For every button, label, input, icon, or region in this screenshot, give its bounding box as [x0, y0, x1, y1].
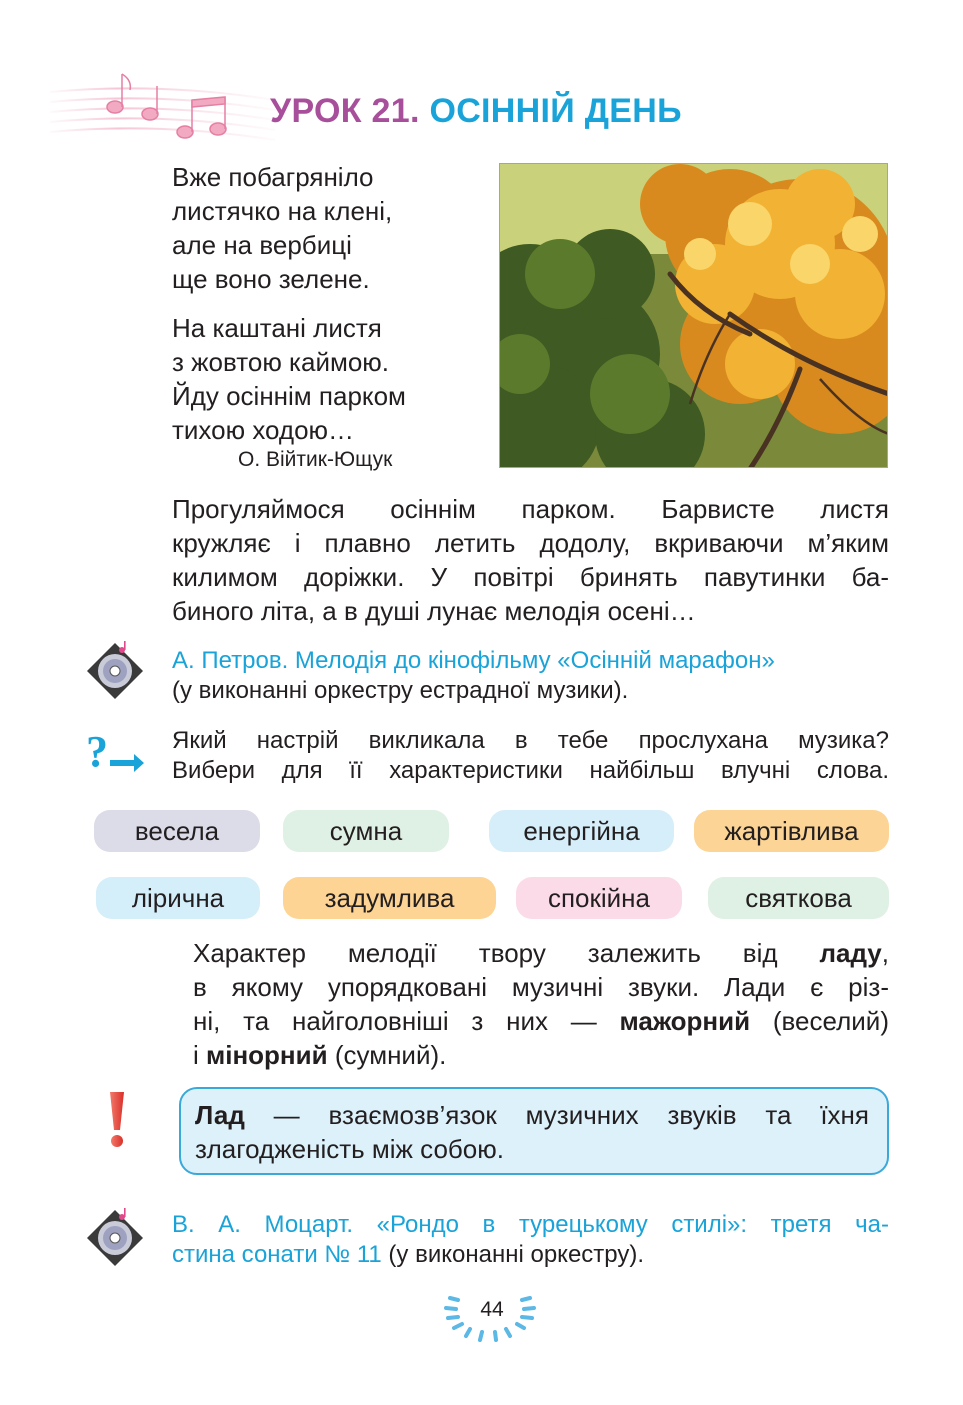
question-arrow-icon: [84, 726, 146, 774]
intro-paragraph: [172, 492, 889, 628]
lesson-name: ОСІННІЙ ДЕНЬ: [429, 92, 682, 130]
text-run: — взаємозв’язок музичних звуків та їхня: [244, 1100, 869, 1130]
text-run: ні, та найголовніші з них —: [193, 1006, 620, 1036]
poem-stanza-1: [172, 160, 392, 296]
paragraph-line: в якому упорядковані музичні звуки. Лади є різ-: [193, 972, 889, 1002]
term-minor: мінорний: [206, 1040, 328, 1070]
definition-line: злагодженість між собою.: [195, 1134, 504, 1164]
word-chip[interactable]: спокійна: [516, 877, 682, 919]
text-run: (веселий): [750, 1006, 889, 1036]
autumn-tree-illustration: [500, 164, 888, 468]
poem-line: але на вербиці: [172, 230, 352, 260]
text-run: і: [193, 1040, 206, 1070]
cd-music-icon: [84, 1207, 146, 1269]
poem-stanza-2: [172, 311, 406, 447]
word-chip[interactable]: жартівлива: [694, 810, 889, 852]
poem-line: ще воно зелене.: [172, 264, 370, 294]
lesson-title: [270, 92, 682, 131]
music-piece-title: А. Петров. Мелодія до кінофільму «Осінній марафон»: [172, 647, 775, 674]
performance-note: (у виконанні оркестру естрадної музики).: [172, 677, 629, 704]
poem-line: з жовтою каймою.: [172, 347, 390, 377]
poem-author: О. Війтик-Ющук: [238, 448, 393, 471]
lesson-number: УРОК 21.: [270, 92, 420, 130]
text-run: ,: [881, 938, 889, 968]
paragraph-line: килимом доріжки. У повітрі бринять павутинки ба-: [172, 562, 889, 592]
question-line: Вибери для її характеристики найбільш влучні слова.: [172, 757, 889, 784]
word-chip[interactable]: задумлива: [283, 877, 496, 919]
paragraph-line: биного літа, а в душі лунає мелодія осені…: [172, 596, 696, 626]
page-number: 44: [480, 1298, 504, 1321]
definition-term: Лад: [195, 1100, 245, 1130]
theory-paragraph: [193, 936, 889, 1072]
paragraph-line: [193, 1038, 889, 1072]
poem-line: На каштані листя: [172, 313, 382, 343]
music-piece-title-cont: стина сонати № 11: [172, 1241, 382, 1268]
term-lad: ладу: [819, 938, 882, 968]
autumn-maple-tree-photo: [499, 163, 888, 468]
text-run: (сумний).: [327, 1040, 447, 1070]
poem-line: Вже побагряніло: [172, 162, 374, 192]
poem-line: листячко на клені,: [172, 196, 393, 226]
definition-line: [195, 1098, 869, 1132]
paragraph-line: Прогуляймося осіннім парком. Барвисте листя: [172, 494, 889, 524]
paragraph-line: [172, 1240, 889, 1270]
question-line: Який настрій викликала в тебе прослухана музика?: [172, 727, 889, 754]
cd-music-icon: [84, 640, 146, 702]
question-text: [172, 726, 889, 786]
poem-line: Йду осіннім парком: [172, 381, 406, 411]
word-chip[interactable]: лірична: [96, 877, 260, 919]
performance-note: (у виконанні оркестру).: [381, 1241, 645, 1268]
paragraph-line: [193, 1004, 889, 1038]
music-piece-title: В. А. Моцарт. «Рондо в турецькому стилі»: третя ча-: [172, 1211, 889, 1238]
word-chip[interactable]: енергійна: [489, 810, 674, 852]
text-run: Характер мелодії твору залежить від: [193, 938, 820, 968]
word-chip[interactable]: сумна: [283, 810, 449, 852]
listening-item-1: [172, 646, 889, 706]
music-notes-icon: [40, 52, 280, 172]
listening-item-2: [172, 1210, 889, 1270]
exclamation-icon: [104, 1090, 130, 1150]
word-chip[interactable]: весела: [94, 810, 260, 852]
definition-box: [179, 1087, 889, 1175]
word-chip[interactable]: святкова: [708, 877, 889, 919]
paragraph-line: [193, 936, 889, 970]
term-major: мажорний: [619, 1006, 751, 1036]
poem-line: тихою ходою…: [172, 415, 355, 445]
paragraph-line: кружляє і плавно летить додолу, вкриваючи м’яким: [172, 528, 889, 558]
svg-text:?: ?: [86, 727, 108, 774]
